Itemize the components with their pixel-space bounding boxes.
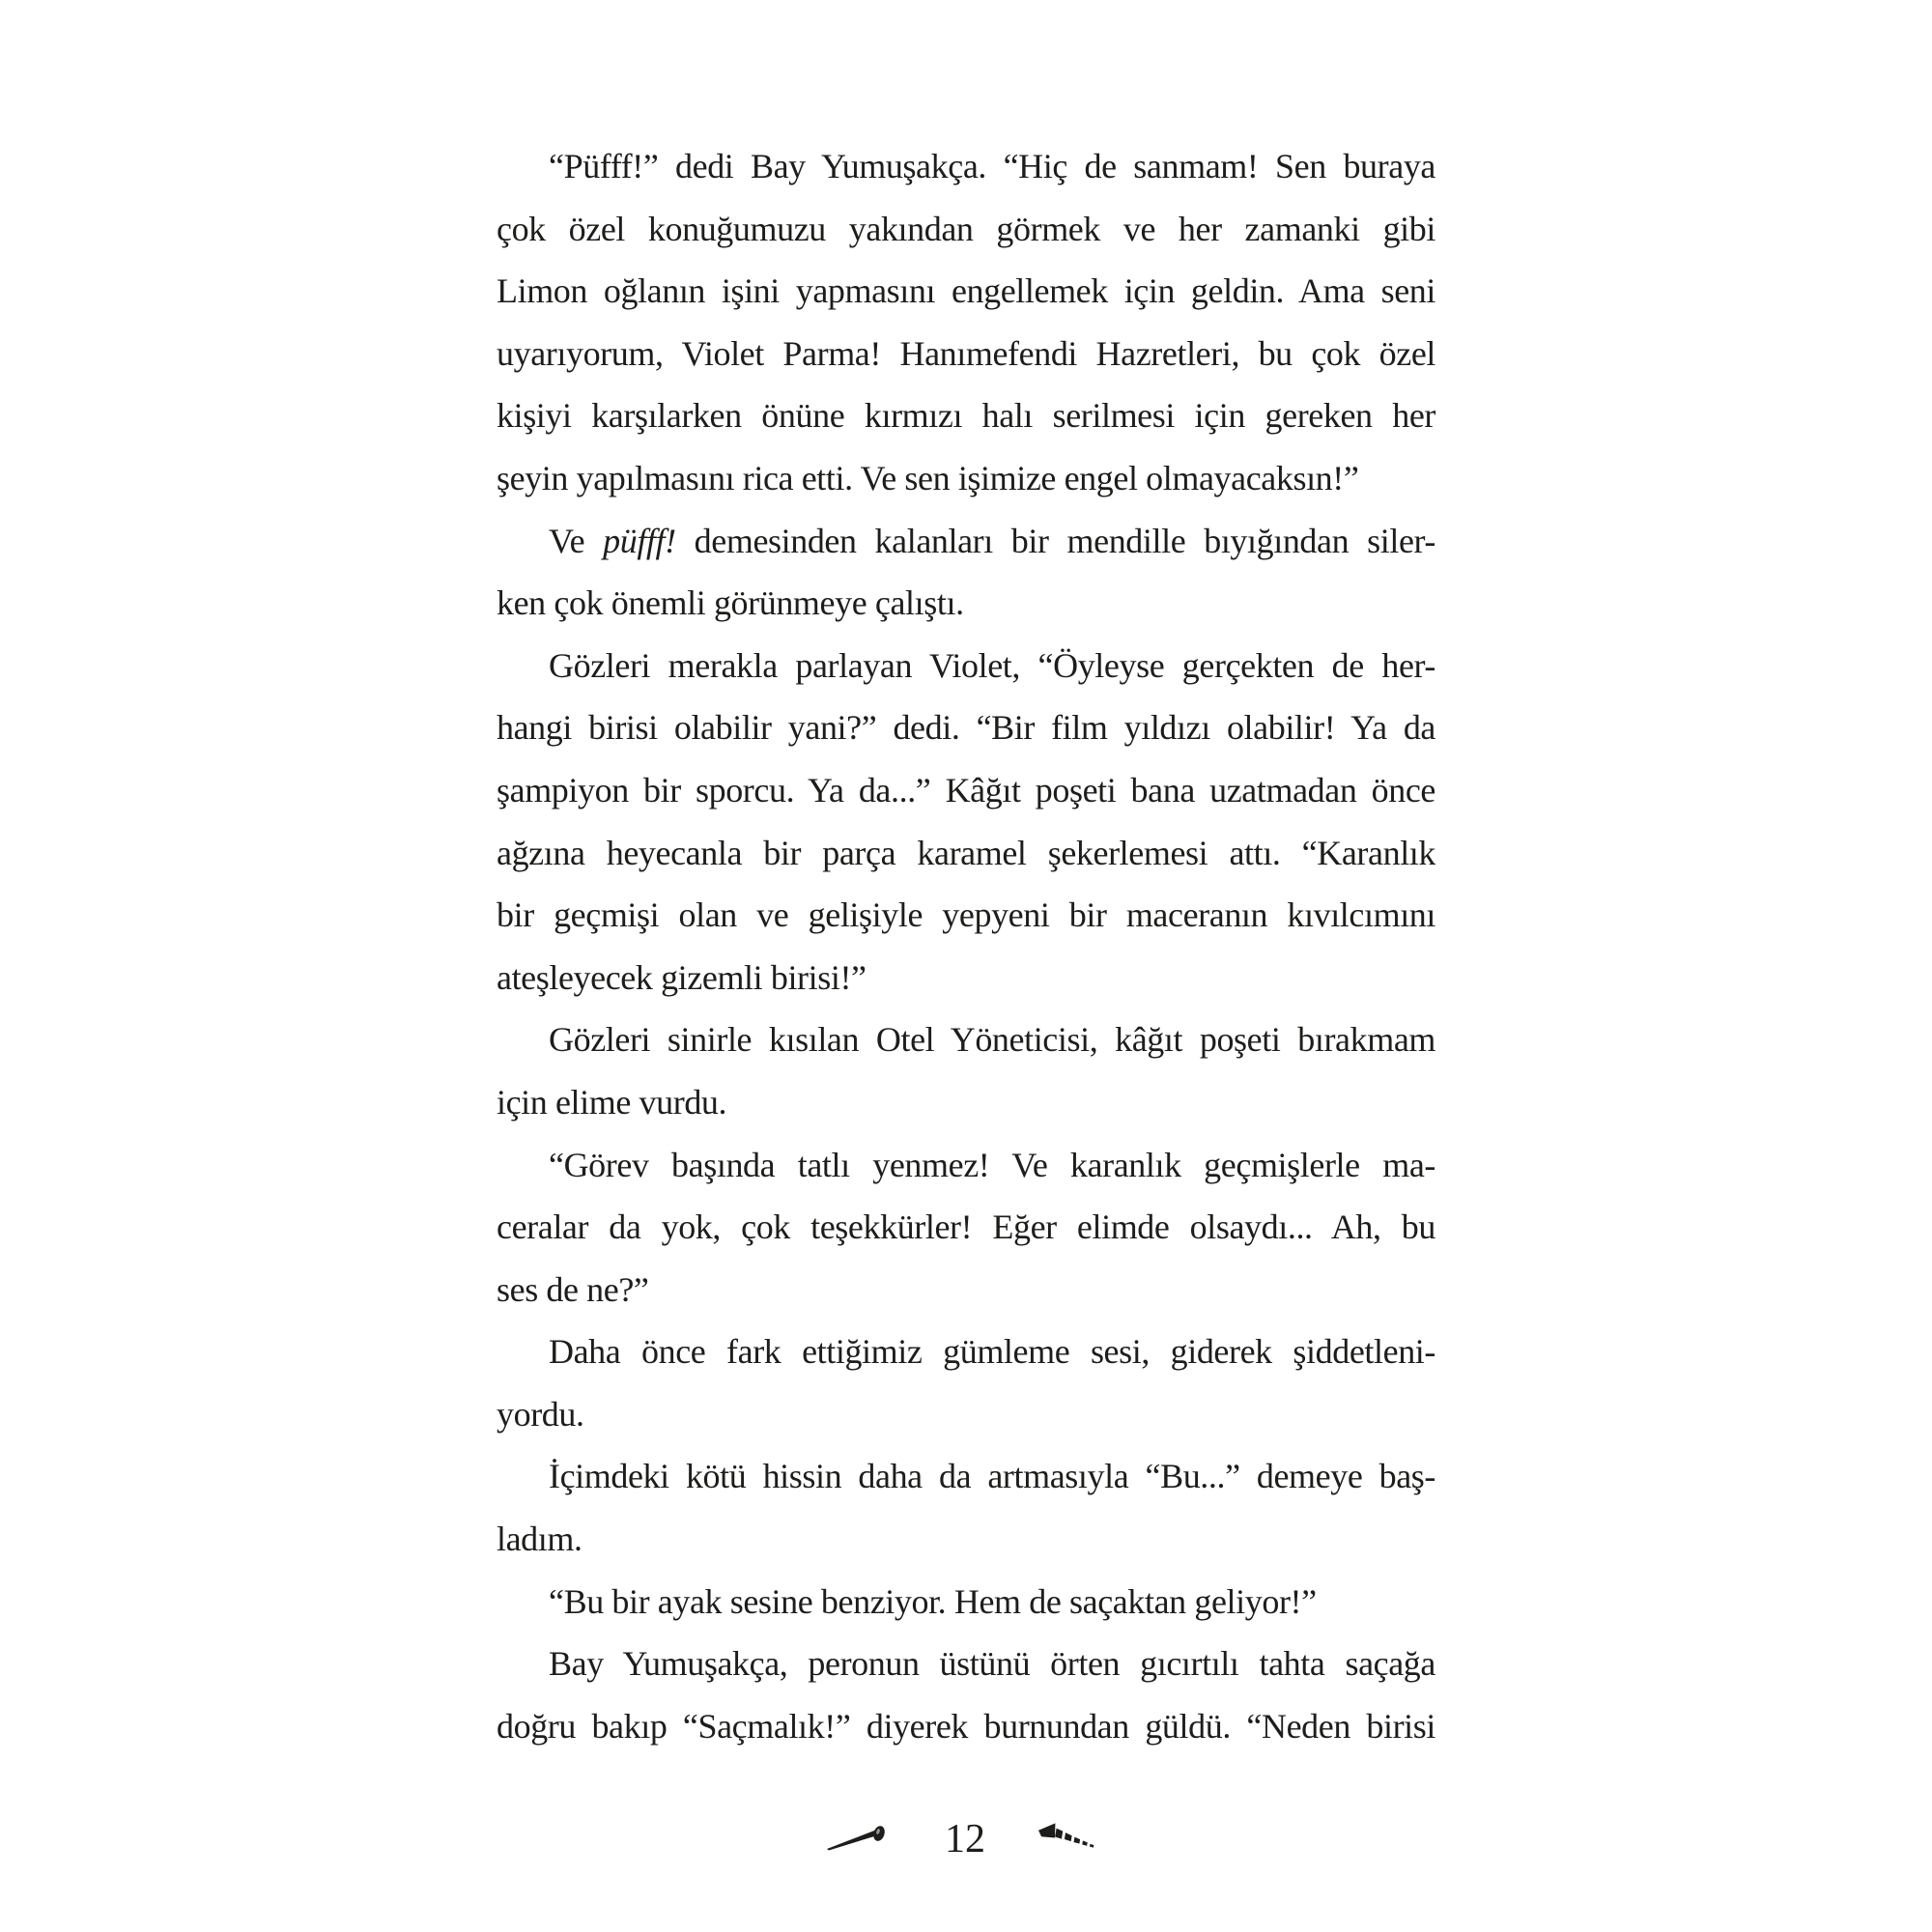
body-text bbox=[497, 135, 1435, 1757]
text-line: “Bu bir ayak sesine benziyor. Hem de saçaktan geliyor!” bbox=[549, 1581, 1317, 1621]
text-line: “Görev başında tatlı yenmez! Ve karanlık geçmişlerle ma- bbox=[549, 1145, 1435, 1184]
text-line: ses de ne?” bbox=[497, 1269, 649, 1309]
text-segment: Ve bbox=[549, 521, 604, 560]
nail-icon bbox=[827, 1824, 895, 1855]
text-line: yordu. bbox=[497, 1394, 584, 1434]
text-line: İçimdeki kötü hissin daha da artmasıyla “Bu...” demeye baş- bbox=[549, 1457, 1435, 1496]
text-line: uyarıyorum, Violet Parma! Hanımefendi Hazretleri, bu çok özel bbox=[497, 333, 1435, 373]
text-line: Daha önce fark ettiğimiz gümleme sesi, giderek şiddetleni- bbox=[549, 1332, 1435, 1372]
text-line: doğru bakıp “Saçmalık!” diyerek burnundan güldü. “Neden birisi bbox=[497, 1706, 1435, 1746]
text-line: şeyin yapılmasını rica etti. Ve sen işimize engel olmayacaksın!” bbox=[497, 458, 1359, 497]
text-line: ken çok önemli görünmeye çalıştı. bbox=[497, 583, 964, 623]
screw-icon bbox=[1036, 1823, 1105, 1856]
text-line: “Püfff!” dedi Bay Yumuşakça. “Hiç de sanmam! Sen buraya bbox=[549, 147, 1435, 185]
text-line: bir geçmişi olan ve gelişiyle yepyeni bir maceranın kıvılcımını bbox=[497, 895, 1435, 935]
text-line: için elime vurdu. bbox=[497, 1082, 727, 1122]
page-footer bbox=[0, 1814, 1932, 1864]
text-line: kişiyi karşılarken önüne kırmızı halı serilmesi için gereken her bbox=[497, 396, 1435, 436]
page-number: 12 bbox=[945, 1817, 985, 1861]
text-line: ladım. bbox=[497, 1520, 582, 1559]
text-line: Bay Yumuşakça, peronun üstünü örten gıcırtılı tahta saçağa bbox=[549, 1644, 1435, 1684]
text-line bbox=[497, 510, 1435, 573]
text-line: hangi birisi olabilir yani?” dedi. “Bir film yıldızı olabilir! Ya da bbox=[497, 708, 1435, 748]
text-line: ceralar da yok, çok teşekkürler! Eğer elimde olsaydı... Ah, bu bbox=[497, 1208, 1435, 1247]
text-line: şampiyon bir sporcu. Ya da...” Kâğıt poşeti bana uzatmadan önce bbox=[497, 770, 1435, 810]
text-line: ağzına heyecanla bir parça karamel şekerlemesi attı. “Karanlık bbox=[497, 833, 1435, 872]
text-line: ateşleyecek gizemli birisi!” bbox=[497, 957, 867, 997]
text-segment: demesinden kalanları bir mendille bıyığından siler- bbox=[675, 521, 1435, 560]
text-line: Limon oğlanın işini yapmasını engellemek için geldin. Ama seni bbox=[497, 271, 1435, 311]
italic-text-segment: püfff! bbox=[603, 521, 676, 560]
text-line: Gözleri merakla parlayan Violet, “Öyleyse gerçekten de her- bbox=[549, 645, 1435, 685]
text-line: çok özel konuğumuzu yakından görmek ve her zamanki gibi bbox=[497, 209, 1435, 248]
text-line: Gözleri sinirle kısılan Otel Yöneticisi, kâğıt poşeti bırakmam bbox=[549, 1020, 1435, 1060]
